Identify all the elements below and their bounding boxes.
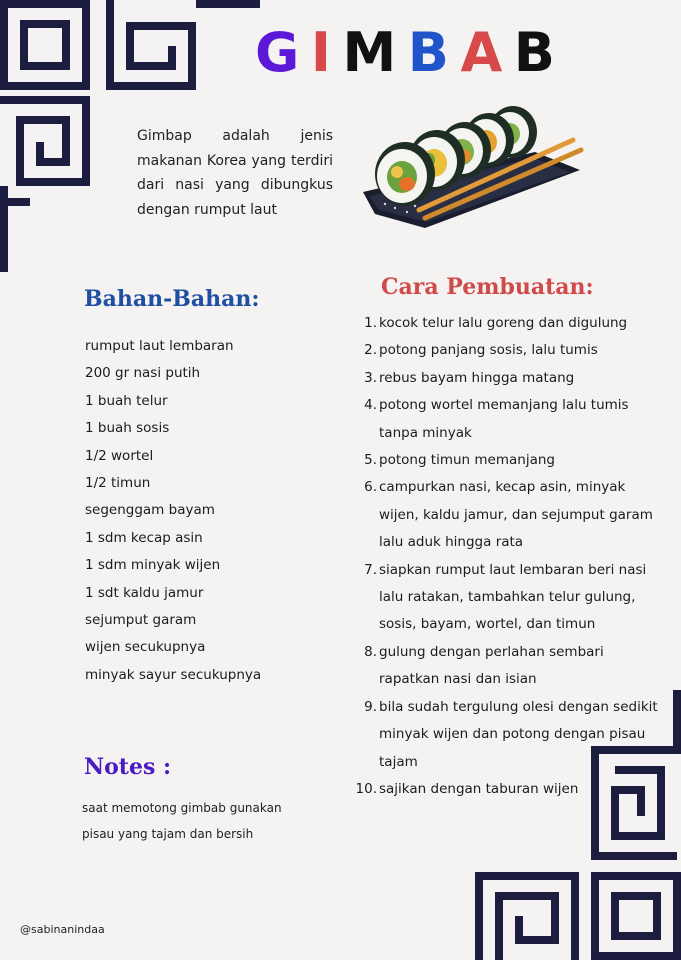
page-title <box>255 20 555 86</box>
ingredient-item: 1 buah telur <box>85 392 168 409</box>
author-handle: @sabinanindaa <box>20 923 105 936</box>
title-letter: M <box>342 21 397 84</box>
title-letter: G <box>255 21 300 84</box>
step-text: potong wortel memanjang lalu tumis tanpa minyak <box>379 397 629 441</box>
title-letter: B <box>407 21 449 84</box>
step-text: rebus bayam hingga matang <box>379 369 575 386</box>
step-text: kocok telur lalu goreng dan digulung <box>379 315 628 331</box>
step-number: 2. <box>364 342 377 359</box>
notes-heading: Notes : <box>84 754 172 780</box>
step-text: campurkan nasi, kecap asin, minyak wijen, kaldu jamur, dan sejumput garam lalu aduk hingga rata <box>379 479 653 551</box>
ingredient-item: wijen secukupnya <box>85 639 206 656</box>
method-step <box>352 365 662 392</box>
method-step <box>352 776 662 803</box>
title-letter: A <box>460 21 503 84</box>
ingredient-item: rumput laut lembaran <box>85 338 234 354</box>
step-number: 5. <box>364 452 377 469</box>
method-step <box>352 694 662 776</box>
step-number: 4. <box>364 397 377 414</box>
method-step <box>352 639 662 694</box>
step-number: 6. <box>364 479 377 496</box>
step-text: potong panjang sosis, lalu tumis <box>379 342 598 359</box>
step-text: bila sudah tergulung olesi dengan sedikit minyak wijen dan potong dengan pisau tajam <box>379 698 658 770</box>
step-number: 10. <box>355 780 377 797</box>
title-letter: I <box>310 21 331 84</box>
ingredient-item: 1 buah sosis <box>85 420 170 437</box>
gimbap-illustration <box>355 100 595 240</box>
method-step <box>352 447 662 474</box>
ingredient-item: sejumput garam <box>85 611 197 628</box>
method-step <box>352 310 662 337</box>
ingredient-item: 1/2 wortel <box>85 447 154 464</box>
method-steps <box>352 310 662 803</box>
step-text: gulung dengan perlahan sembari rapatkan nasi dan isian <box>379 643 604 688</box>
step-number: 1. <box>364 315 377 331</box>
step-text: siapkan rumput laut lembaran beri nasi lalu ratakan, tambahkan telur gulung, sosis, bayam, wortel, dan timun <box>379 561 647 633</box>
step-number: 8. <box>364 643 377 660</box>
step-number: 3. <box>364 369 377 386</box>
ingredients-heading: Bahan-Bahan: <box>84 286 260 312</box>
method-heading: Cara Pembuatan: <box>381 274 594 300</box>
ingredient-item: 200 gr nasi putih <box>85 365 201 382</box>
title-letter: B <box>513 21 555 84</box>
method-step <box>352 392 662 447</box>
ingredient-item: 1 sdt kaldu jamur <box>85 584 204 601</box>
ingredient-item: segenggam bayam <box>85 502 215 519</box>
method-step <box>352 474 662 556</box>
step-number: 9. <box>364 698 377 715</box>
ingredient-item: 1 sdm kecap asin <box>85 529 203 546</box>
intro-text: Gimbap adalah jenis makanan Korea yang terdiri dari nasi yang dibungkus dengan rumput laut <box>137 128 333 218</box>
method-step <box>352 557 662 639</box>
ingredient-item: 1 sdm minyak wijen <box>85 557 221 574</box>
notes-text: saat memotong gimbab gunakan pisau yang tajam dan bersih <box>82 801 282 841</box>
step-text: potong timun memanjang <box>379 452 555 469</box>
step-text: sajikan dengan taburan wijen <box>379 780 579 797</box>
ingredients-list <box>85 333 261 689</box>
method-step <box>352 337 662 364</box>
ingredient-item: minyak sayur secukupnya <box>85 666 262 683</box>
step-number: 7. <box>364 561 377 578</box>
ingredient-item: 1/2 timun <box>85 474 151 491</box>
